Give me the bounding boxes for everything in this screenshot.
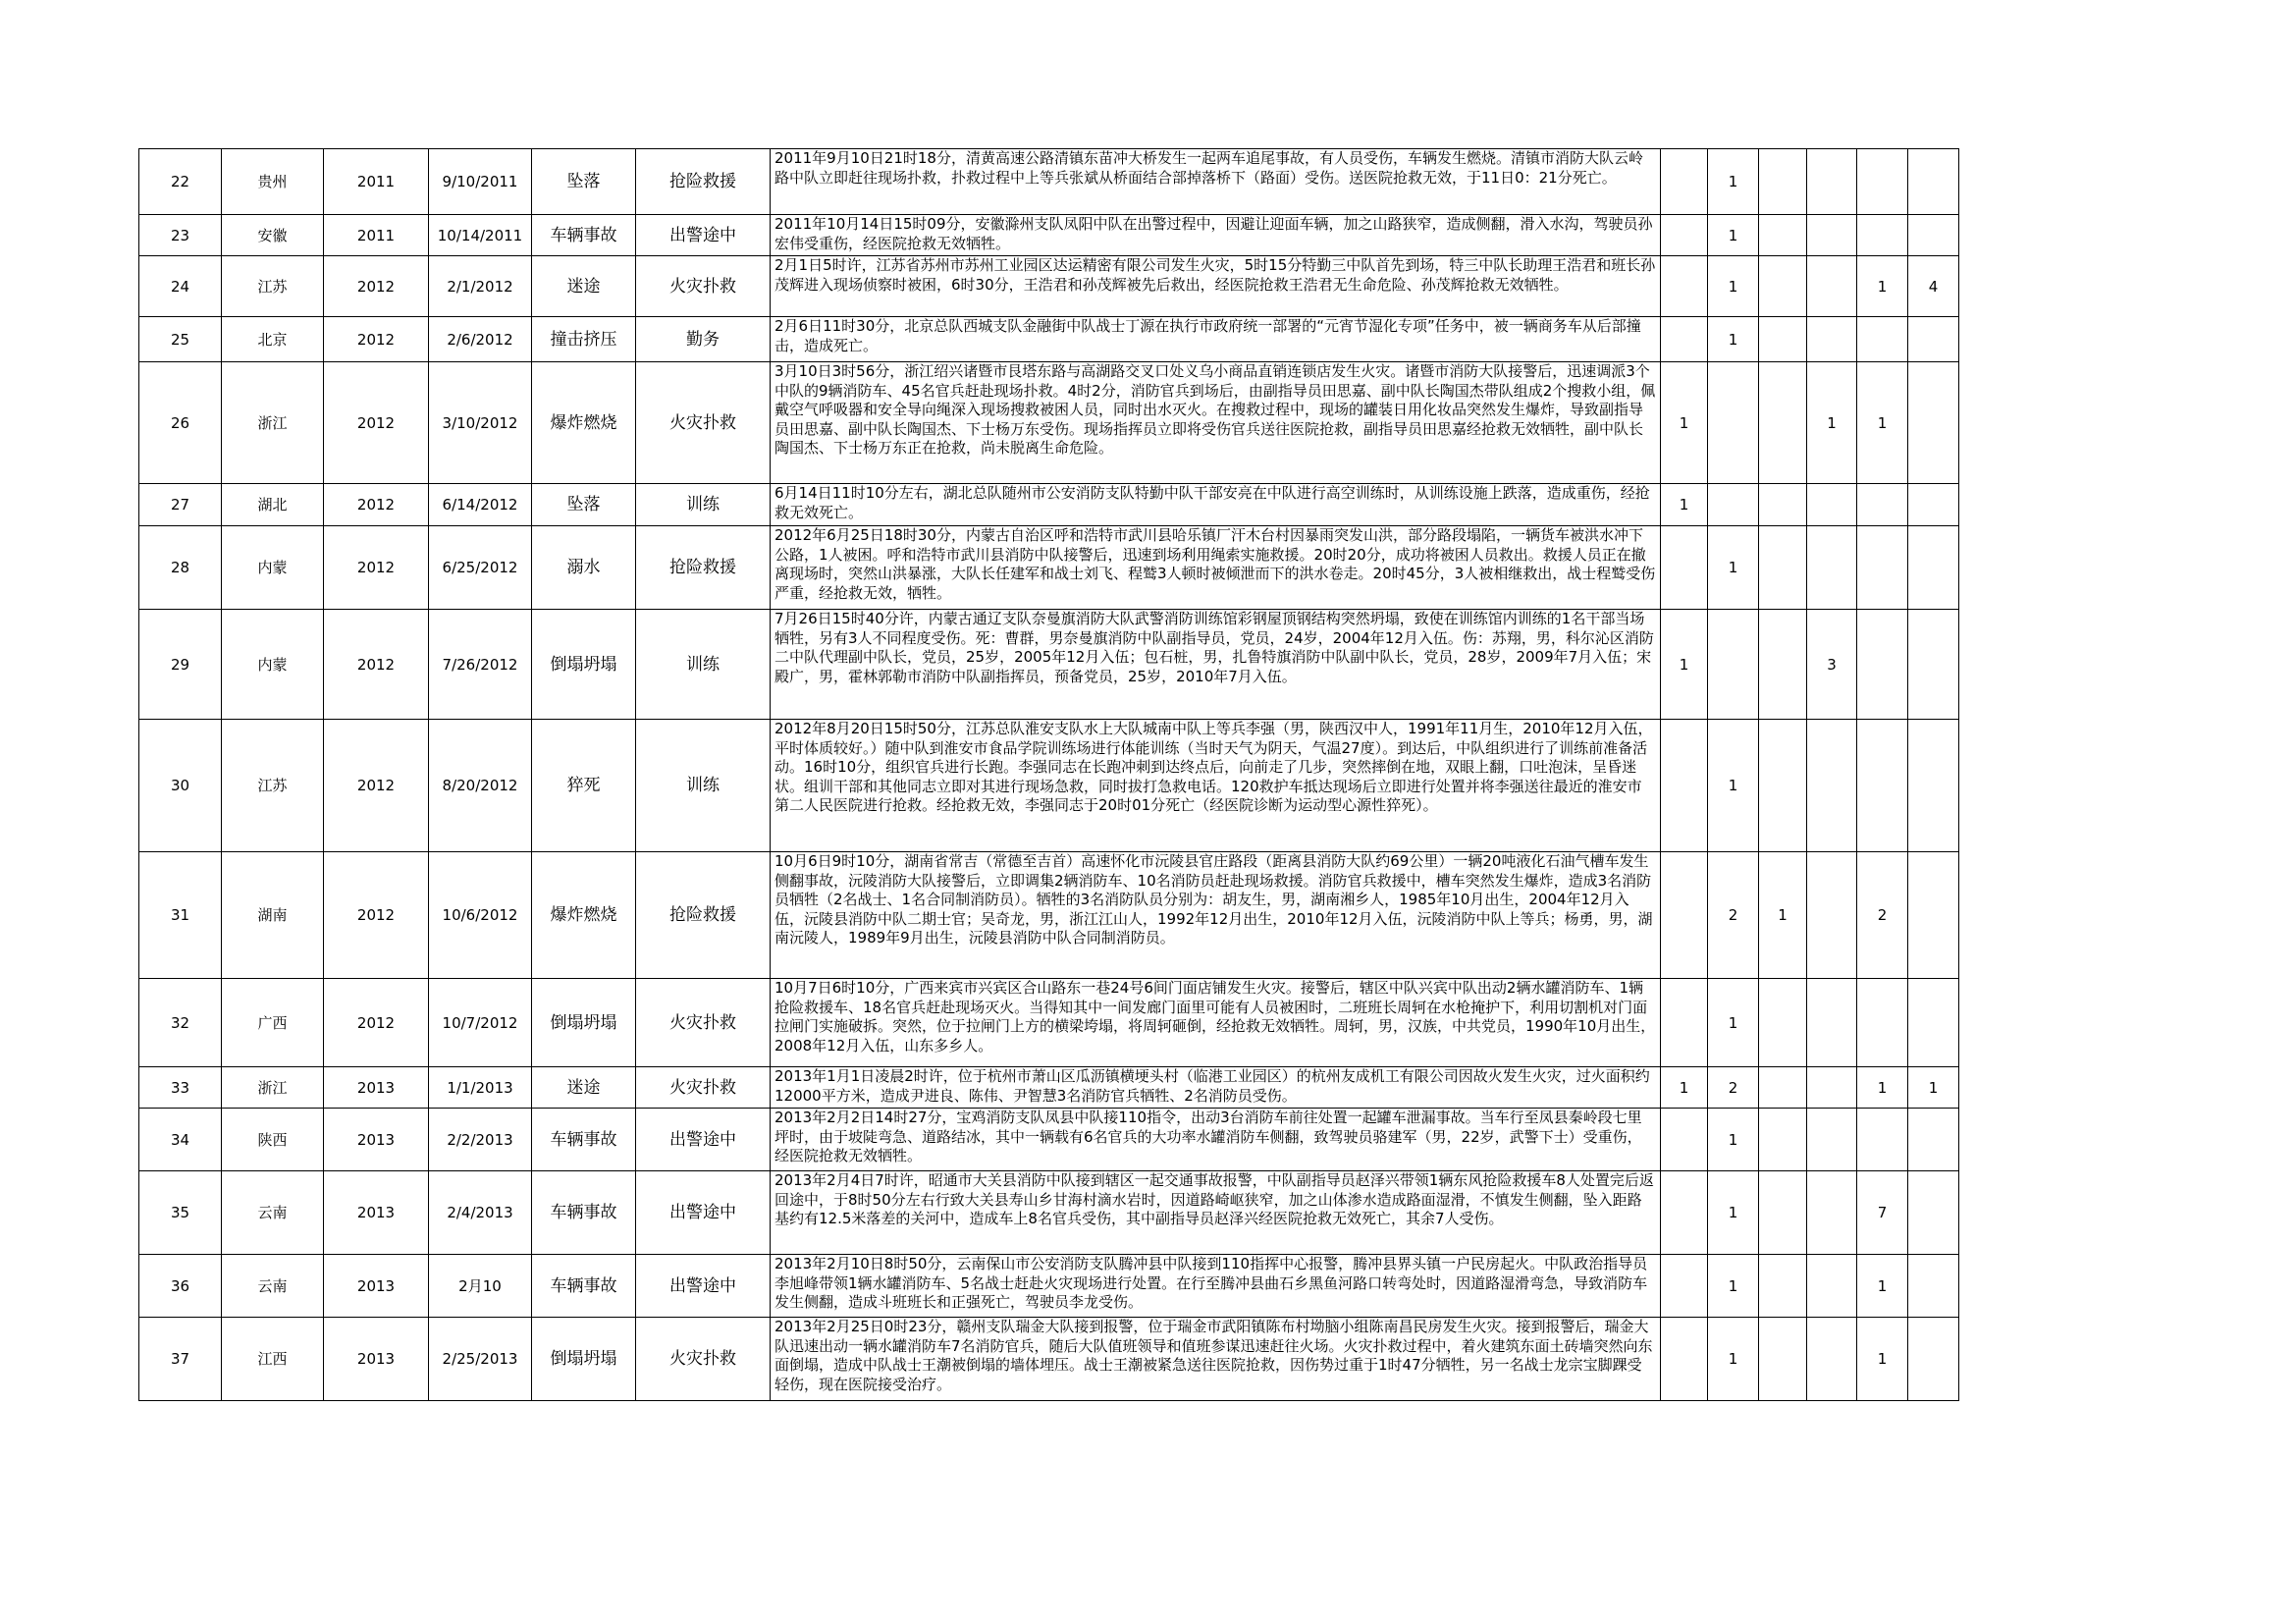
cell-count-1: 1 [1661, 362, 1708, 484]
cell-count-5 [1857, 484, 1908, 526]
cell-year: 2012 [324, 256, 429, 317]
cell-count-3 [1759, 526, 1807, 610]
cell-count-1 [1661, 1255, 1708, 1318]
cell-action: 火灾扑救 [636, 362, 771, 484]
cell-count-2: 1 [1708, 317, 1759, 362]
cell-province: 江西 [222, 1318, 324, 1401]
cell-count-4 [1807, 1255, 1857, 1318]
cell-province: 湖北 [222, 484, 324, 526]
cell-count-4 [1807, 317, 1857, 362]
cell-province: 贵州 [222, 149, 324, 215]
cell-no: 23 [139, 215, 222, 256]
cell-count-5: 1 [1857, 362, 1908, 484]
cell-year: 2012 [324, 526, 429, 610]
cell-count-1 [1661, 979, 1708, 1067]
table-row [139, 256, 1959, 317]
cell-date: 2月10 [429, 1255, 532, 1318]
cell-count-6 [1908, 610, 1959, 720]
cell-type: 车辆事故 [532, 1171, 636, 1255]
cell-description: 3月10日3时56分，浙江绍兴诸暨市艮塔东路与高湖路交叉口处义乌小商品直销连锁店发生火灾。诸暨市消防大队接警后，迅速调派3个中队的9辆消防车、45名官兵赶赴现场扑救。4时2分，消防官兵到场后，由副指导员田思嘉、副中队长陶国杰带队组成2个搜救小组，佩戴空气呼吸器和安全导向绳深入现场搜救被困人员，同时出水灭火。在搜救过程中，现场的罐装日用化妆品突然发生爆炸，导致副指导员田思嘉、副中队长陶国杰、下士杨万东受伤。现场指挥员立即将受伤官兵送往医院抢救，副指导员田思嘉经抢救无效牺牲，副中队长陶国杰、下士杨万东正在抢救，尚未脱离生命危险。 [771, 362, 1661, 484]
cell-type: 坠落 [532, 484, 636, 526]
cell-count-6 [1908, 526, 1959, 610]
cell-count-6: 1 [1908, 1067, 1959, 1109]
cell-count-6 [1908, 149, 1959, 215]
cell-count-1: 1 [1661, 1067, 1708, 1109]
cell-count-2: 2 [1708, 1067, 1759, 1109]
cell-count-3 [1759, 215, 1807, 256]
cell-count-3 [1759, 484, 1807, 526]
cell-no: 29 [139, 610, 222, 720]
cell-description: 7月26日15时40分许，内蒙古通辽支队奈曼旗消防大队武警消防训练馆彩钢屋顶钢结构突然坍塌，致使在训练馆内训练的1名干部当场牺牲，另有3人不同程度受伤。死：曹群，男奈曼旗消防中队副指导员，党员，24岁，2004年12月入伍。伤：苏翔，男，科尔沁区消防二中队代理副中队长，党员，25岁，2005年12月入伍；包石桩，男，扎鲁特旗消防中队副中队长，党员，28岁，2009年7月入伍；宋殿广，男，霍林郭勒市消防中队副指挥员，预备党员，25岁，2010年7月入伍。 [771, 610, 1661, 720]
cell-count-4 [1807, 1067, 1857, 1109]
cell-year: 2012 [324, 720, 429, 852]
table-row [139, 362, 1959, 484]
cell-count-3 [1759, 1255, 1807, 1318]
cell-count-4: 3 [1807, 610, 1857, 720]
cell-year: 2013 [324, 1255, 429, 1318]
cell-action: 火灾扑救 [636, 1318, 771, 1401]
cell-description: 2013年1月1日凌晨2时许，位于杭州市萧山区瓜沥镇横埂头村（临港工业园区）的杭州友成机工有限公司因故火发生火灾，过火面积约12000平方米，造成尹进良、陈伟、尹智慧3名消防官兵牺牲、2名消防员受伤。 [771, 1067, 1661, 1109]
cell-type: 猝死 [532, 720, 636, 852]
cell-count-6 [1908, 979, 1959, 1067]
cell-description: 2013年2月10日8时50分，云南保山市公安消防支队腾冲县中队接到110指挥中心报警，腾冲县界头镇一户民房起火。中队政治指导员李旭峰带领1辆水罐消防车、5名战士赶赴火灾现场进行处置。在行至腾冲县曲石乡黑鱼河路口转弯处时，因道路湿滑弯急，导致消防车发生侧翻，造成斗班班长和正强死亡，驾驶员李龙受伤。 [771, 1255, 1661, 1318]
cell-year: 2012 [324, 484, 429, 526]
cell-count-5 [1857, 720, 1908, 852]
cell-type: 车辆事故 [532, 215, 636, 256]
cell-count-2: 1 [1708, 149, 1759, 215]
cell-count-6 [1908, 1318, 1959, 1401]
cell-count-3 [1759, 1171, 1807, 1255]
cell-date: 10/6/2012 [429, 852, 532, 979]
cell-count-2: 1 [1708, 526, 1759, 610]
cell-count-3 [1759, 1067, 1807, 1109]
cell-count-4 [1807, 484, 1857, 526]
cell-count-2: 1 [1708, 979, 1759, 1067]
cell-no: 30 [139, 720, 222, 852]
cell-year: 2013 [324, 1067, 429, 1109]
table-row [139, 215, 1959, 256]
cell-no: 37 [139, 1318, 222, 1401]
cell-date: 10/7/2012 [429, 979, 532, 1067]
cell-count-2: 1 [1708, 1255, 1759, 1318]
cell-description: 2012年8月20日15时50分，江苏总队淮安支队水上大队城南中队上等兵李强（男，陕西汉中人，1991年11月生，2010年12月入伍，平时体质较好。）随中队到淮安市食品学院训练场进行体能训练（当时天气为阴天，气温27度）。到达后，中队组织进行了训练前准备活动。16时10分，组织官兵进行长跑。李强同志在长跑冲刺到达终点后，向前走了几步，突然摔倒在地，双眼上翻，口吐泡沫，呈昏迷状。组训干部和其他同志立即对其进行现场急救，同时拔打急救电话。120救护车抵达现场后立即进行处置并将李强送往最近的淮安市第二人民医院进行抢救。经抢救无效，李强同志于20时01分死亡（经医院诊断为运动型心源性猝死）。 [771, 720, 1661, 852]
cell-year: 2013 [324, 1109, 429, 1171]
cell-year: 2012 [324, 317, 429, 362]
cell-year: 2013 [324, 1318, 429, 1401]
cell-count-2 [1708, 610, 1759, 720]
cell-type: 车辆事故 [532, 1109, 636, 1171]
cell-action: 火灾扑救 [636, 256, 771, 317]
cell-province: 浙江 [222, 362, 324, 484]
cell-date: 3/10/2012 [429, 362, 532, 484]
cell-type: 迷途 [532, 1067, 636, 1109]
cell-type: 倒塌坍塌 [532, 979, 636, 1067]
cell-count-3 [1759, 610, 1807, 720]
cell-count-6 [1908, 1171, 1959, 1255]
cell-type: 溺水 [532, 526, 636, 610]
cell-count-3 [1759, 979, 1807, 1067]
cell-count-2: 1 [1708, 215, 1759, 256]
cell-no: 36 [139, 1255, 222, 1318]
cell-count-2: 1 [1708, 256, 1759, 317]
cell-description: 2011年10月14日15时09分，安徽滁州支队凤阳中队在出警过程中，因避让迎面车辆，加之山路狭窄，造成侧翻，滑入水沟，驾驶员孙宏伟受重伤，经医院抢救无效牺牲。 [771, 215, 1661, 256]
table-row [139, 852, 1959, 979]
cell-count-1: 1 [1661, 610, 1708, 720]
cell-action: 火灾扑救 [636, 1067, 771, 1109]
cell-count-5: 1 [1857, 1318, 1908, 1401]
cell-count-2: 2 [1708, 852, 1759, 979]
cell-description: 10月6日9时10分，湖南省常吉（常德至吉首）高速怀化市沅陵县官庄路段（距离县消防大队约69公里）一辆20吨液化石油气槽车发生侧翻事故，沅陵消防大队接警后，立即调集2辆消防车、10名消防员赶赴现场救援。消防官兵救援中，槽车突然发生爆炸，造成3名消防员牺牲（2名战士、1名合同制消防员）。牺牲的3名消防队员分别为：胡友生，男，湖南湘乡人，1985年10月出生，2004年12月入伍，沅陵县消防中队二期士官；吴奇龙，男，浙江江山人，1992年12月出生，2010年12月入伍，沅陵消防中队上等兵；杨勇，男，湖南沅陵人，1989年9月出生，沅陵县消防中队合同制消防员。 [771, 852, 1661, 979]
cell-count-4 [1807, 215, 1857, 256]
table-row [139, 149, 1959, 215]
cell-date: 6/25/2012 [429, 526, 532, 610]
cell-count-6 [1908, 484, 1959, 526]
cell-count-5 [1857, 215, 1908, 256]
cell-count-4 [1807, 1171, 1857, 1255]
cell-count-5: 1 [1857, 1255, 1908, 1318]
cell-action: 出警途中 [636, 215, 771, 256]
cell-type: 车辆事故 [532, 1255, 636, 1318]
cell-description: 6月14日11时10分左右，湖北总队随州市公安消防支队特勤中队干部安亮在中队进行高空训练时，从训练设施上跌落，造成重伤，经抢救无效死亡。 [771, 484, 1661, 526]
cell-date: 10/14/2011 [429, 215, 532, 256]
table-row [139, 1067, 1959, 1109]
cell-count-2 [1708, 484, 1759, 526]
cell-count-4 [1807, 979, 1857, 1067]
cell-action: 训练 [636, 610, 771, 720]
incident-table [138, 148, 1959, 1401]
cell-date: 9/10/2011 [429, 149, 532, 215]
cell-count-5 [1857, 526, 1908, 610]
table-row [139, 1171, 1959, 1255]
cell-action: 火灾扑救 [636, 979, 771, 1067]
cell-count-6 [1908, 317, 1959, 362]
cell-action: 出警途中 [636, 1171, 771, 1255]
cell-description: 2013年2月4日7时许，昭通市大关县消防中队接到辖区一起交通事故报警，中队副指导员赵泽兴带领1辆东风抢险救援车8人处置完后返回途中，于8时50分左右行致大关县寿山乡甘海村滴水岩时，因道路崎岖狭窄，加之山体渗水造成路面湿滑，不慎发生侧翻，坠入距路基约有12.5米落差的关河中，造成车上8名官兵受伤，其中副指导员赵泽兴经医院抢救无效死亡，其余7人受伤。 [771, 1171, 1661, 1255]
cell-count-3 [1759, 256, 1807, 317]
table-row [139, 979, 1959, 1067]
cell-count-2: 1 [1708, 720, 1759, 852]
cell-date: 1/1/2013 [429, 1067, 532, 1109]
cell-count-5 [1857, 1109, 1908, 1171]
cell-date: 2/1/2012 [429, 256, 532, 317]
cell-count-1 [1661, 1109, 1708, 1171]
cell-year: 2011 [324, 149, 429, 215]
cell-count-5: 1 [1857, 1067, 1908, 1109]
cell-count-4 [1807, 1109, 1857, 1171]
cell-count-5: 7 [1857, 1171, 1908, 1255]
cell-date: 8/20/2012 [429, 720, 532, 852]
cell-count-2 [1708, 362, 1759, 484]
cell-year: 2012 [324, 610, 429, 720]
cell-description: 2013年2月25日0时23分，赣州支队瑞金大队接到报警，位于瑞金市武阳镇陈布村坳脑小组陈南昌民房发生火灾。接到报警后，瑞金大队迅速出动一辆水罐消防车7名消防官兵，随后大队值班领导和值班参谋迅速赶往火场。火灾扑救过程中，着火建筑东面土砖墙突然向东面倒塌，造成中队战士王潮被倒塌的墙体埋压。战士王潮被紧急送往医院抢救，因伤势过重于1时47分牺牲，另一名战士龙宗宝脚踝受轻伤，现在医院接受治疗。 [771, 1318, 1661, 1401]
cell-action: 训练 [636, 484, 771, 526]
cell-count-5 [1857, 979, 1908, 1067]
cell-count-6 [1908, 362, 1959, 484]
cell-no: 24 [139, 256, 222, 317]
cell-type: 爆炸燃烧 [532, 852, 636, 979]
cell-count-5: 2 [1857, 852, 1908, 979]
cell-action: 抢险救援 [636, 852, 771, 979]
cell-count-6 [1908, 720, 1959, 852]
cell-count-1 [1661, 215, 1708, 256]
cell-no: 32 [139, 979, 222, 1067]
cell-count-1 [1661, 1171, 1708, 1255]
cell-count-5 [1857, 149, 1908, 215]
table-row [139, 317, 1959, 362]
cell-province: 北京 [222, 317, 324, 362]
cell-no: 27 [139, 484, 222, 526]
cell-count-3: 1 [1759, 852, 1807, 979]
cell-count-4: 1 [1807, 362, 1857, 484]
cell-province: 湖南 [222, 852, 324, 979]
cell-province: 安徽 [222, 215, 324, 256]
cell-province: 内蒙 [222, 610, 324, 720]
cell-no: 34 [139, 1109, 222, 1171]
cell-count-1: 1 [1661, 484, 1708, 526]
cell-date: 6/14/2012 [429, 484, 532, 526]
cell-count-4 [1807, 149, 1857, 215]
table-row [139, 526, 1959, 610]
cell-count-2: 1 [1708, 1318, 1759, 1401]
cell-count-2: 1 [1708, 1171, 1759, 1255]
cell-province: 内蒙 [222, 526, 324, 610]
cell-province: 江苏 [222, 720, 324, 852]
cell-count-6 [1908, 1109, 1959, 1171]
cell-province: 浙江 [222, 1067, 324, 1109]
table-row [139, 610, 1959, 720]
cell-type: 倒塌坍塌 [532, 1318, 636, 1401]
cell-count-1 [1661, 720, 1708, 852]
cell-year: 2012 [324, 979, 429, 1067]
cell-province: 云南 [222, 1171, 324, 1255]
cell-description: 10月7日6时10分，广西来宾市兴宾区合山路东一巷24号6间门面店铺发生火灾。接警后，辖区中队兴宾中队出动2辆水罐消防车、1辆抢险救援车、18名官兵赶赴现场灭火。当得知其中一间发廊门面里可能有人员被困时，二班班长周轲在水枪掩护下，利用切割机对门面拉闸门实施破拆。突然，位于拉闸门上方的横梁垮塌，将周轲砸倒，经抢救无效牺牲。周轲，男，汉族，中共党员，1990年10月出生，2008年12月入伍，山东多乡人。 [771, 979, 1661, 1067]
cell-date: 7/26/2012 [429, 610, 532, 720]
cell-year: 2012 [324, 362, 429, 484]
cell-count-6 [1908, 1255, 1959, 1318]
cell-date: 2/6/2012 [429, 317, 532, 362]
table-row [139, 484, 1959, 526]
cell-type: 撞击挤压 [532, 317, 636, 362]
cell-count-5 [1857, 317, 1908, 362]
cell-no: 33 [139, 1067, 222, 1109]
cell-action: 抢险救援 [636, 526, 771, 610]
cell-no: 25 [139, 317, 222, 362]
cell-no: 28 [139, 526, 222, 610]
cell-type: 倒塌坍塌 [532, 610, 636, 720]
cell-count-5 [1857, 610, 1908, 720]
cell-action: 出警途中 [636, 1109, 771, 1171]
cell-no: 22 [139, 149, 222, 215]
table-row [139, 1109, 1959, 1171]
cell-count-4 [1807, 256, 1857, 317]
cell-count-3 [1759, 362, 1807, 484]
cell-count-6 [1908, 852, 1959, 979]
table-row [139, 1318, 1959, 1401]
cell-type: 坠落 [532, 149, 636, 215]
cell-year: 2011 [324, 215, 429, 256]
cell-count-3 [1759, 1318, 1807, 1401]
cell-date: 2/4/2013 [429, 1171, 532, 1255]
cell-count-3 [1759, 317, 1807, 362]
cell-action: 抢险救援 [636, 149, 771, 215]
cell-count-6 [1908, 215, 1959, 256]
cell-action: 勤务 [636, 317, 771, 362]
cell-count-1 [1661, 852, 1708, 979]
cell-date: 2/2/2013 [429, 1109, 532, 1171]
cell-count-4 [1807, 526, 1857, 610]
cell-count-3 [1759, 720, 1807, 852]
cell-action: 出警途中 [636, 1255, 771, 1318]
cell-type: 爆炸燃烧 [532, 362, 636, 484]
cell-year: 2012 [324, 852, 429, 979]
cell-description: 2月6日11时30分，北京总队西城支队金融街中队战士丁源在执行市政府统一部署的“元宵节湿化专项”任务中，被一辆商务车从后部撞击，造成死亡。 [771, 317, 1661, 362]
cell-count-6: 4 [1908, 256, 1959, 317]
cell-count-1 [1661, 1318, 1708, 1401]
cell-no: 26 [139, 362, 222, 484]
cell-count-1 [1661, 149, 1708, 215]
cell-count-4 [1807, 720, 1857, 852]
cell-count-5: 1 [1857, 256, 1908, 317]
cell-description: 2012年6月25日18时30分，内蒙古自治区呼和浩特市武川县哈乐镇厂汗木台村因暴雨突发山洪，部分路段塌陷，一辆货车被洪水冲下公路，1人被困。呼和浩特市武川县消防中队接警后，迅速到场利用绳索实施救援。20时20分，成功将被困人员救出。救援人员正在撤离现场时，突然山洪暴涨，大队长任建军和战士刘飞、程鹫3人顿时被倾泄而下的洪水卷走。20时45分，3人被相继救出，战士程鹫受伤严重，经抢救无效，牺牲。 [771, 526, 1661, 610]
cell-action: 训练 [636, 720, 771, 852]
cell-count-1 [1661, 317, 1708, 362]
cell-description: 2011年9月10日21时18分，清黄高速公路清镇东苗冲大桥发生一起两车追尾事故，有人员受伤，车辆发生燃烧。清镇市消防大队云岭路中队立即赶往现场扑救，扑救过程中上等兵张斌从桥面结合部掉落桥下（路面）受伤。送医院抢救无效，于11日0：21分死亡。 [771, 149, 1661, 215]
cell-count-1 [1661, 526, 1708, 610]
cell-date: 2/25/2013 [429, 1318, 532, 1401]
cell-count-3 [1759, 1109, 1807, 1171]
cell-type: 迷途 [532, 256, 636, 317]
cell-no: 35 [139, 1171, 222, 1255]
cell-count-2: 1 [1708, 1109, 1759, 1171]
cell-description: 2月1日5时许，江苏省苏州市苏州工业园区达运精密有限公司发生火灾，5时15分特勤三中队首先到场，特三中队长助理王浩君和班长孙茂辉进入现场侦察时被困，6时30分，王浩君和孙茂辉被先后救出，经医院抢救王浩君无生命危险、孙茂辉抢救无效牺牲。 [771, 256, 1661, 317]
cell-count-1 [1661, 256, 1708, 317]
cell-count-4 [1807, 1318, 1857, 1401]
cell-count-3 [1759, 149, 1807, 215]
table-row [139, 1255, 1959, 1318]
cell-province: 广西 [222, 979, 324, 1067]
cell-province: 云南 [222, 1255, 324, 1318]
cell-province: 江苏 [222, 256, 324, 317]
table-row [139, 720, 1959, 852]
cell-count-4 [1807, 852, 1857, 979]
cell-no: 31 [139, 852, 222, 979]
cell-description: 2013年2月2日14时27分，宝鸡消防支队凤县中队接110指令，出动3台消防车前往处置一起罐车泄漏事故。当车行至凤县秦岭段七里坪时，由于坡陡弯急、道路结冰，其中一辆载有6名官兵的大功率水罐消防车侧翻，致驾驶员骆建军（男，22岁，武警下士）受重伤，经医院抢救无效牺牲。 [771, 1109, 1661, 1171]
cell-year: 2013 [324, 1171, 429, 1255]
cell-province: 陕西 [222, 1109, 324, 1171]
